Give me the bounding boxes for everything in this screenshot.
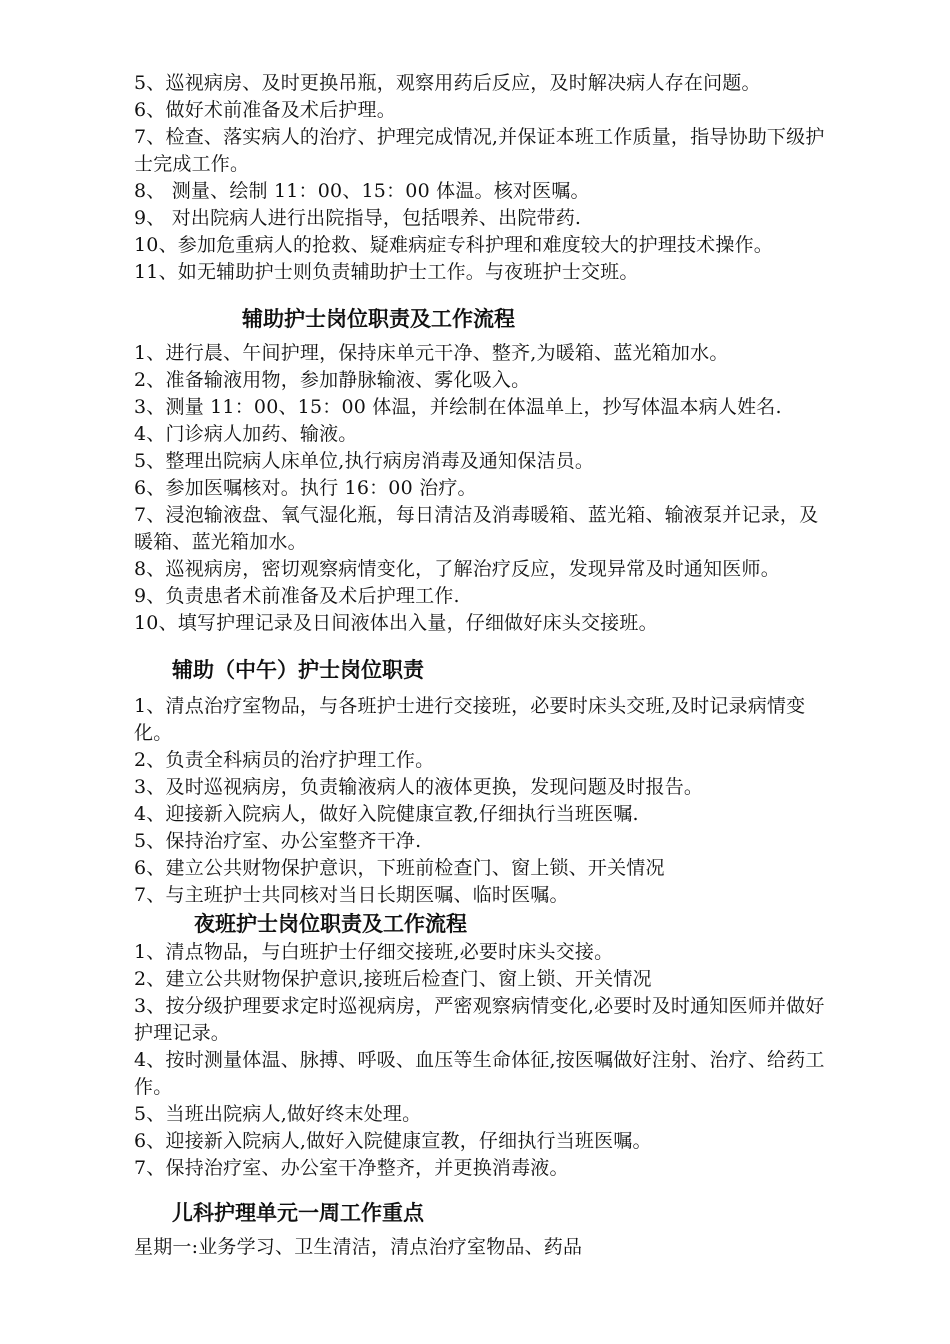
list-item: 4、迎接新入院病人，做好入院健康宣教,仔细执行当班医嘱. <box>134 803 639 825</box>
list-item: 8、巡视病房，密切观察病情变化，了解治疗反应，发现异常及时通知医师。 <box>134 558 780 580</box>
list-item: 5、整理出院病人床单位,执行病房消毒及通知保洁员。 <box>134 450 595 472</box>
list-item: 6、建立公共财物保护意识，下班前检查门、窗上锁、开关情况 <box>134 857 665 879</box>
list-item: 5、当班出院病人,做好终末处理。 <box>134 1103 422 1125</box>
list-item: 2、建立公共财物保护意识,接班后检查门、窗上锁、开关情况 <box>134 968 652 990</box>
list-item: 6、迎接新入院病人,做好入院健康宣教，仔细执行当班医嘱。 <box>134 1130 652 1152</box>
weekly-line: 星期一:业务学习、卫生清洁，清点治疗室物品、药品 <box>134 1236 583 1258</box>
list-item: 2、负责全科病员的治疗护理工作。 <box>134 749 435 771</box>
list-item: 1、清点治疗室物品，与各班护士进行交接班，必要时床头交班,及时记录病情变化。 <box>134 695 806 744</box>
section-heading-noon: 辅助（中午）护士岗位职责 <box>172 657 424 682</box>
list-item: 7、检查、落实病人的治疗、护理完成情况,并保证本班工作质量，指导协助下级护士完成工作。 <box>134 126 825 175</box>
section-heading-assistant: 辅助护士岗位职责及工作流程 <box>242 306 515 331</box>
list-item: 10、填写护理记录及日间液体出入量，仔细做好床头交接班。 <box>134 612 658 634</box>
list-item: 5、保持治疗室、办公室整齐干净. <box>134 830 422 852</box>
assistant-list <box>124 340 830 637</box>
list-item: 10、参加危重病人的抢救、疑难病症专科护理和难度较大的护理技术操作。 <box>134 234 773 256</box>
list-item: 4、按时测量体温、脉搏、呼吸、血压等生命体征,按医嘱做好注射、治疗、给药工作。 <box>134 1049 825 1098</box>
list-item: 7、浸泡输液盘、氧气湿化瓶，每日清洁及消毒暖箱、蓝光箱、输液泵并记录，及暖箱、蓝光箱加水。 <box>134 504 819 553</box>
list-item: 6、做好术前准备及术后护理。 <box>134 99 396 121</box>
list-item: 3、按分级护理要求定时巡视病房，严密观察病情变化,必要时及时通知医师并做好护理记录。 <box>134 995 825 1044</box>
list-item: 7、与主班护士共同核对当日长期医嘱、临时医嘱。 <box>134 884 569 906</box>
list-item: 3、测量 11：00、15：00 体温，并绘制在体温单上，抄写体温本病人姓名. <box>134 396 782 418</box>
list-item: 8、 测量、绘制 11：00、15：00 体温。核对医嘱。 <box>134 180 590 202</box>
list-item: 1、进行晨、午间护理，保持床单元干净、整齐,为暖箱、蓝光箱加水。 <box>134 342 729 364</box>
intro-list <box>124 70 830 286</box>
noon-list <box>124 693 830 909</box>
list-item: 2、准备输液用物，参加静脉输液、雾化吸入。 <box>134 369 531 391</box>
document-content <box>124 70 830 1261</box>
list-item: 5、巡视病房、及时更换吊瓶，观察用药后反应，及时解决病人存在问题。 <box>134 72 761 94</box>
list-item: 1、清点物品，与白班护士仔细交接班,必要时床头交接。 <box>134 941 614 963</box>
list-item: 9、 对出院病人进行出院指导，包括喂养、出院带药. <box>134 207 582 229</box>
list-item: 7、保持治疗室、办公室干净整齐，并更换消毒液。 <box>134 1157 569 1179</box>
list-item: 9、负责患者术前准备及术后护理工作. <box>134 585 460 607</box>
list-item: 3、及时巡视病房，负责输液病人的液体更换，发现问题及时报告。 <box>134 776 704 798</box>
section-heading-night: 夜班护士岗位职责及工作流程 <box>194 911 467 936</box>
list-item: 4、门诊病人加药、输液。 <box>134 423 358 445</box>
section-heading-weekly: 儿科护理单元一周工作重点 <box>172 1200 424 1225</box>
list-item: 6、参加医嘱核对。执行 16：00 治疗。 <box>134 477 477 499</box>
night-list <box>124 939 830 1182</box>
list-item: 11、如无辅助护士则负责辅助护士工作。与夜班护士交班。 <box>134 261 639 283</box>
